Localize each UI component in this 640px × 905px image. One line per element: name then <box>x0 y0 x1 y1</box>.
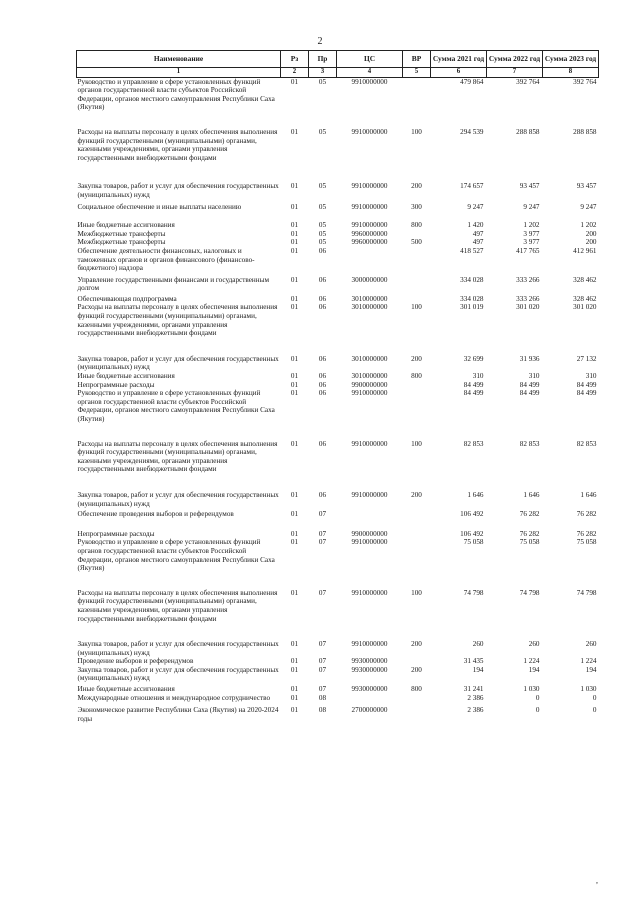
row-sum-2021: 418 527 <box>460 246 484 255</box>
row-rz: 01 <box>290 665 299 674</box>
row-cs: 9910000000 <box>351 127 388 136</box>
row-sum-2023: 27 132 <box>576 354 597 363</box>
header-name: Наименование <box>77 51 281 68</box>
column-number: 6 <box>431 68 487 78</box>
table-row <box>77 77 599 112</box>
row-pr: 07 <box>318 538 327 547</box>
row-vr: 800 <box>411 372 422 381</box>
row-rz: 01 <box>290 439 299 448</box>
column-number: 7 <box>487 68 543 78</box>
row-pr: 06 <box>318 389 327 398</box>
row-sum-2023: 194 <box>585 665 597 674</box>
row-vr <box>403 657 431 666</box>
row-pr: 08 <box>318 693 327 702</box>
table-header-row <box>77 51 599 68</box>
row-vr: 100 <box>411 588 422 597</box>
row-name: Непрограммные расходы <box>77 529 155 538</box>
row-sum-2023: 392 764 <box>573 77 597 86</box>
row-sum-2021: 497 <box>472 238 484 247</box>
row-sum-2022: 1 202 <box>523 221 540 230</box>
row-pr: 07 <box>318 510 327 519</box>
row-vr <box>403 702 431 723</box>
row-cs: 3010000000 <box>351 294 388 303</box>
header-vr: ВР <box>403 51 431 68</box>
row-rz: 01 <box>290 182 299 191</box>
row-sum-2023: 84 499 <box>576 380 597 389</box>
row-sum-2021: 84 499 <box>463 389 484 398</box>
row-name: Руководство и управление в сфере установленных функций органов государственной власти субъектов Российской Федерации, органов местного самоуправления Республики Саха (Якутия) <box>77 389 275 423</box>
table-row <box>77 112 599 162</box>
row-sum-2022: 1 224 <box>523 657 540 666</box>
row-name: Расходы на выплаты персоналу в целях обеспечения выполнения функций государственными (муниципальными) органами, казенными учреждениями, органами управления государственными внебюджетными фондами <box>77 439 278 474</box>
row-pr: 06 <box>318 354 327 363</box>
row-cs: 9910000000 <box>351 588 388 597</box>
column-number: 8 <box>543 68 599 78</box>
row-name: Иные бюджетные ассигнования <box>77 685 175 694</box>
row-name: Закупка товаров, работ и услуг для обеспечения государственных (муниципальных) нужд <box>77 665 279 683</box>
row-pr: 06 <box>318 246 327 255</box>
row-sum-2021: 479 864 <box>460 77 484 86</box>
row-sum-2021: 294 539 <box>460 127 484 136</box>
table-row <box>77 508 599 519</box>
row-cs: 9930000000 <box>351 657 388 666</box>
row-cs: 9910000000 <box>351 640 388 649</box>
row-sum-2022: 84 499 <box>519 380 540 389</box>
row-sum-2022: 310 <box>528 372 540 381</box>
row-sum-2023: 1 030 <box>580 685 597 694</box>
row-name: Обеспечение деятельности финансовых, налоговых и таможенных органов и органов финансового (финансово-бюджетного) надзора <box>77 246 255 273</box>
table-row <box>77 338 599 372</box>
row-vr <box>403 247 431 273</box>
row-cs: 9930000000 <box>351 665 388 674</box>
row-rz: 01 <box>290 77 299 86</box>
column-number: 3 <box>309 68 337 78</box>
row-rz: 01 <box>290 238 299 247</box>
row-rz: 01 <box>290 510 299 519</box>
row-sum-2023: 82 853 <box>576 439 597 448</box>
row-sum-2022: 333 266 <box>516 275 540 284</box>
row-name: Иные бюджетные ассигнования <box>77 372 175 381</box>
row-sum-2023: 328 462 <box>573 294 597 303</box>
row-cs <box>337 508 403 519</box>
row-name: Социальное обеспечение и иные выплаты населению <box>77 202 242 211</box>
row-pr: 05 <box>318 127 327 136</box>
row-vr: 100 <box>411 127 422 136</box>
row-sum-2022: 75 058 <box>519 538 540 547</box>
row-pr: 05 <box>318 182 327 191</box>
row-cs: 9960000000 <box>351 238 388 247</box>
row-sum-2021: 2 386 <box>467 693 484 702</box>
row-pr: 06 <box>318 490 327 499</box>
row-cs: 9960000000 <box>351 229 388 238</box>
row-rz: 01 <box>290 706 299 715</box>
column-number: 4 <box>337 68 403 78</box>
table-row <box>77 657 599 666</box>
row-cs: 3010000000 <box>351 372 388 381</box>
row-cs: 9900000000 <box>351 380 388 389</box>
row-sum-2022: 76 282 <box>519 529 540 538</box>
row-name: Межбюджетные трансферты <box>77 229 166 238</box>
table-row <box>77 519 599 539</box>
table-row <box>77 372 599 381</box>
row-rz: 01 <box>290 490 299 499</box>
row-sum-2022: 288 858 <box>516 127 540 136</box>
row-sum-2021: 106 492 <box>460 510 484 519</box>
row-rz: 01 <box>290 529 299 538</box>
row-sum-2023: 9 247 <box>580 202 597 211</box>
row-cs: 9910000000 <box>351 538 388 547</box>
row-sum-2021: 1 646 <box>467 490 484 499</box>
row-vr: 500 <box>411 238 422 247</box>
row-sum-2021: 82 853 <box>463 439 484 448</box>
row-rz: 01 <box>290 372 299 381</box>
row-name: Иные бюджетные ассигнования <box>77 221 175 230</box>
table-row <box>77 303 599 337</box>
row-vr: 200 <box>411 354 422 363</box>
row-name: Руководство и управление в сфере установленных функций органов государственной власти субъектов Российской Федерации, органов местного самоуправления Республики Саха (Якутия) <box>77 77 275 112</box>
row-sum-2023: 200 <box>585 229 597 238</box>
row-sum-2021: 174 657 <box>460 182 484 191</box>
row-sum-2021: 106 492 <box>460 529 484 538</box>
row-sum-2023: 260 <box>585 640 597 649</box>
column-number-row <box>77 68 599 78</box>
header-sum-2021: Сумма 2021 год <box>431 51 487 68</box>
row-rz: 01 <box>290 354 299 363</box>
row-cs: 9910000000 <box>351 202 388 211</box>
table-row <box>77 538 599 572</box>
row-cs: 9910000000 <box>351 439 388 448</box>
row-name: Обеспечение проведения выборов и референдумов <box>77 510 234 519</box>
table-row <box>77 238 599 247</box>
row-vr <box>403 230 431 239</box>
row-sum-2023: 76 282 <box>576 529 597 538</box>
row-sum-2023: 301 020 <box>573 303 597 312</box>
row-vr: 200 <box>411 490 422 499</box>
row-rz: 01 <box>290 685 299 694</box>
header-pr: Пр <box>309 51 337 68</box>
row-sum-2022: 392 764 <box>516 77 540 86</box>
row-cs <box>337 694 403 703</box>
header-rz: Рз <box>281 51 309 68</box>
row-sum-2022: 333 266 <box>516 294 540 303</box>
table-row <box>77 623 599 657</box>
row-sum-2021: 194 <box>472 665 484 674</box>
row-sum-2022: 84 499 <box>519 389 540 398</box>
row-sum-2023: 76 282 <box>576 510 597 519</box>
row-sum-2021: 74 798 <box>463 588 484 597</box>
row-sum-2022: 3 977 <box>523 238 540 247</box>
row-sum-2023: 310 <box>585 372 597 381</box>
row-vr <box>403 77 431 112</box>
row-vr <box>403 508 431 519</box>
row-sum-2022: 31 936 <box>519 354 540 363</box>
row-sum-2021: 31 241 <box>463 685 484 694</box>
row-sum-2021: 32 699 <box>463 354 484 363</box>
row-name: Расходы на выплаты персоналу в целях обеспечения выполнения функций государственными (муниципальными) органами, казенными учреждениями, органами управления государственными внебюджетными фондами <box>77 303 278 338</box>
row-pr: 06 <box>318 294 327 303</box>
row-vr: 200 <box>411 665 422 674</box>
row-name: Обеспечивающая подпрограмма <box>77 294 177 303</box>
row-vr: 100 <box>411 303 422 312</box>
header-cs: ЦС <box>337 51 403 68</box>
table-row <box>77 162 599 199</box>
row-cs <box>337 247 403 273</box>
table-row <box>77 683 599 694</box>
row-rz: 01 <box>290 221 299 230</box>
column-number: 5 <box>403 68 431 78</box>
table-row <box>77 694 599 703</box>
row-sum-2023: 1 224 <box>580 657 597 666</box>
row-sum-2023: 0 <box>592 693 597 702</box>
row-sum-2022: 1 646 <box>523 490 540 499</box>
scan-mark: , <box>596 876 598 885</box>
row-cs: 2700000000 <box>351 706 388 715</box>
row-vr: 200 <box>411 640 422 649</box>
row-rz: 01 <box>290 303 299 312</box>
row-sum-2023: 93 457 <box>576 182 597 191</box>
row-name: Расходы на выплаты персоналу в целях обеспечения выполнения функций государственными (муниципальными) органами, казенными учреждениями, органами управления государственными внебюджетными фондами <box>77 588 278 623</box>
column-number: 2 <box>281 68 309 78</box>
row-sum-2022: 74 798 <box>519 588 540 597</box>
row-pr: 06 <box>318 275 327 284</box>
row-pr: 06 <box>318 372 327 381</box>
row-pr: 07 <box>318 529 327 538</box>
row-sum-2022: 93 457 <box>519 182 540 191</box>
row-pr: 05 <box>318 229 327 238</box>
row-sum-2021: 260 <box>472 640 484 649</box>
row-sum-2023: 0 <box>592 706 597 715</box>
row-vr <box>403 389 431 423</box>
row-pr: 05 <box>318 238 327 247</box>
row-sum-2022: 76 282 <box>519 510 540 519</box>
row-cs: 3010000000 <box>351 303 388 312</box>
row-pr: 05 <box>318 221 327 230</box>
row-rz: 01 <box>290 588 299 597</box>
row-rz: 01 <box>290 229 299 238</box>
table-row <box>77 424 599 474</box>
row-vr <box>403 538 431 572</box>
row-sum-2022: 3 977 <box>523 229 540 238</box>
row-pr: 06 <box>318 303 327 312</box>
row-vr: 100 <box>411 439 422 448</box>
table-row <box>77 211 599 230</box>
header-sum-2023: Сумма 2023 год <box>543 51 599 68</box>
row-sum-2021: 310 <box>472 372 484 381</box>
row-sum-2023: 1 646 <box>580 490 597 499</box>
row-cs: 9910000000 <box>351 490 388 499</box>
row-sum-2022: 0 <box>535 693 540 702</box>
row-rz: 01 <box>290 640 299 649</box>
row-rz: 01 <box>290 380 299 389</box>
row-sum-2022: 194 <box>528 665 540 674</box>
row-sum-2023: 412 961 <box>573 246 597 255</box>
row-sum-2022: 0 <box>535 706 540 715</box>
table-row <box>77 273 599 293</box>
row-name: Закупка товаров, работ и услуг для обеспечения государственных (муниципальных) нужд <box>77 640 279 657</box>
row-vr: 300 <box>411 202 422 211</box>
row-sum-2022: 82 853 <box>519 439 540 448</box>
row-rz: 01 <box>290 275 299 284</box>
row-sum-2021: 334 028 <box>460 275 484 284</box>
row-rz: 01 <box>290 657 299 666</box>
row-rz: 01 <box>290 693 299 702</box>
table-row <box>77 389 599 423</box>
page-number: 2 <box>317 36 323 47</box>
row-rz: 01 <box>290 294 299 303</box>
row-vr <box>403 273 431 293</box>
row-sum-2023: 1 202 <box>580 221 597 230</box>
row-cs: 9910000000 <box>351 77 388 86</box>
table-row <box>77 666 599 683</box>
row-sum-2021: 301 019 <box>460 303 484 312</box>
row-pr: 06 <box>318 439 327 448</box>
row-cs: 9900000000 <box>351 529 388 538</box>
row-sum-2023: 328 462 <box>573 275 597 284</box>
row-vr <box>403 381 431 390</box>
row-name: Закупка товаров, работ и услуг для обеспечения государственных (муниципальных) нужд <box>77 354 279 372</box>
row-vr: 200 <box>411 182 422 191</box>
row-sum-2021: 31 435 <box>463 657 484 666</box>
row-sum-2022: 1 030 <box>523 685 540 694</box>
row-pr: 05 <box>318 77 327 86</box>
table-row <box>77 200 599 212</box>
row-vr: 800 <box>411 685 422 694</box>
row-vr: 800 <box>411 221 422 230</box>
row-name: Межбюджетные трансферты <box>77 238 166 247</box>
row-sum-2021: 1 420 <box>467 221 484 230</box>
row-name: Управление государственными финансами и государственным долгом <box>77 275 269 293</box>
table-row <box>77 381 599 390</box>
row-sum-2022: 417 765 <box>516 246 540 255</box>
row-sum-2021: 497 <box>472 229 484 238</box>
row-sum-2021: 75 058 <box>463 538 484 547</box>
row-pr: 05 <box>318 202 327 211</box>
row-name: Проведение выборов и референдумов <box>77 657 194 666</box>
row-sum-2023: 288 858 <box>573 127 597 136</box>
row-rz: 01 <box>290 389 299 398</box>
row-sum-2021: 334 028 <box>460 294 484 303</box>
table-body <box>77 77 599 723</box>
row-pr: 07 <box>318 685 327 694</box>
table-row <box>77 573 599 623</box>
row-name: Руководство и управление в сфере установленных функций органов государственной власти субъектов Российской Федерации, органов местного самоуправления Республики Саха (Якутия) <box>77 538 275 573</box>
row-sum-2023: 74 798 <box>576 588 597 597</box>
row-sum-2023: 84 499 <box>576 389 597 398</box>
row-sum-2023: 200 <box>585 238 597 247</box>
table-row <box>77 702 599 723</box>
row-vr <box>403 694 431 703</box>
column-number: 1 <box>77 68 281 78</box>
row-cs: 9930000000 <box>351 685 388 694</box>
row-rz: 01 <box>290 246 299 255</box>
row-rz: 01 <box>290 538 299 547</box>
row-pr: 07 <box>318 588 327 597</box>
row-sum-2021: 9 247 <box>467 202 484 211</box>
row-sum-2022: 260 <box>528 640 540 649</box>
row-cs: 3010000000 <box>351 354 388 363</box>
row-name: Закупка товаров, работ и услуг для обеспечения государственных (муниципальных) нужд <box>77 182 279 199</box>
row-name: Расходы на выплаты персоналу в целях обеспечения выполнения функций государственными (муниципальными) органами, казенными учреждениями, органами управления государственными внебюджетными фондами <box>77 127 278 162</box>
header-sum-2022: Сумма 2022 год <box>487 51 543 68</box>
row-cs: 9910000000 <box>351 182 388 191</box>
row-sum-2022: 9 247 <box>523 202 540 211</box>
row-cs: 3000000000 <box>351 275 388 284</box>
row-pr: 07 <box>318 657 327 666</box>
row-pr: 08 <box>318 706 327 715</box>
row-cs: 9910000000 <box>351 389 388 398</box>
row-name: Экономическое развитие Республики Саха (Якутия) на 2020-2024 годы <box>77 706 279 723</box>
row-sum-2021: 84 499 <box>463 380 484 389</box>
table-row <box>77 247 599 273</box>
row-vr <box>403 519 431 539</box>
row-rz: 01 <box>290 202 299 211</box>
row-pr: 06 <box>318 380 327 389</box>
row-name: Закупка товаров, работ и услуг для обеспечения государственных (муниципальных) нужд <box>77 490 279 508</box>
table-row <box>77 230 599 239</box>
row-cs: 9910000000 <box>351 221 388 230</box>
row-sum-2021: 2 386 <box>467 706 484 715</box>
table-row <box>77 474 599 508</box>
budget-table <box>76 50 599 723</box>
row-name: Международные отношения и международное сотрудничество <box>77 693 271 702</box>
row-vr <box>403 293 431 304</box>
table-row <box>77 293 599 304</box>
row-pr: 07 <box>318 665 327 674</box>
row-pr: 07 <box>318 640 327 649</box>
row-rz: 01 <box>290 127 299 136</box>
row-sum-2023: 75 058 <box>576 538 597 547</box>
row-sum-2022: 301 020 <box>516 303 540 312</box>
row-name: Непрограммные расходы <box>77 380 155 389</box>
